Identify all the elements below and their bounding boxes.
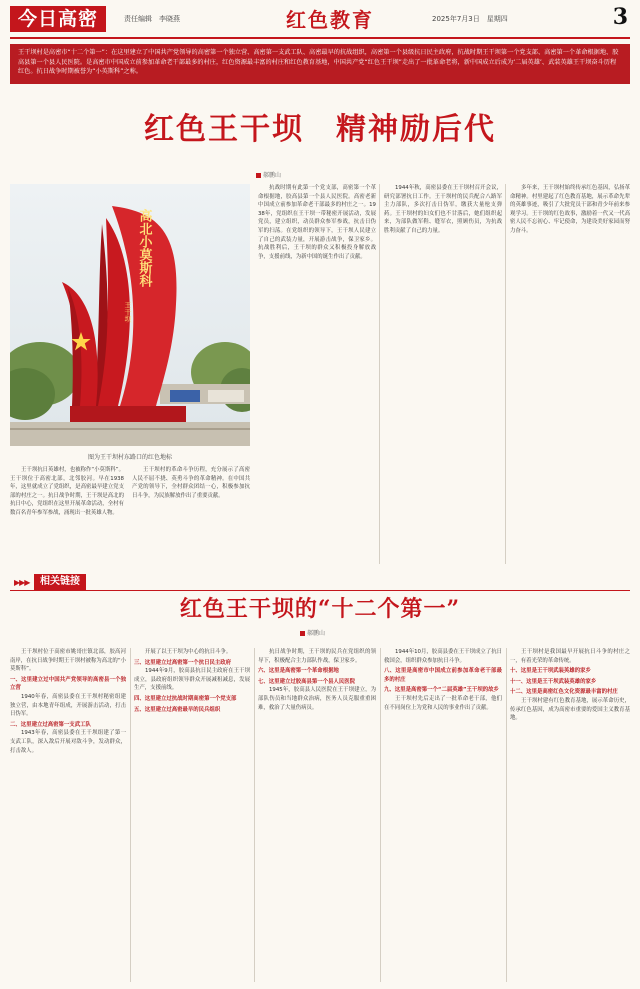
article1-column-c: 抗战时期有此第一个党支部，高密第一个革命根据地，胶高县第一个县人民医院。高密老新中国成立前参加革命老干部最多的村庄之一。1938年，党组织在王干坝一带秘密开展活动，发展党员，建立组织，动员群众参军参战，抗击日伪军的扫荡。在党组织的领导下，王干坝人民建立了自己的武装力量，开展游击战争，保卫家乡。抗战胜利后，王干坝的群众又积极投身解放战争，支援前线，为新中国的诞生作出了贡献。 <box>258 185 376 260</box>
monument-photo <box>10 184 250 446</box>
page-number: 3 <box>612 4 628 30</box>
column-divider <box>505 184 506 564</box>
photo-caption: 图为王干坝村东路口的红色地标 <box>87 454 172 461</box>
section-headline: 红色王干坝的“十二个第一” <box>179 596 461 622</box>
editor-credit: 责任编辑 李晓燕 <box>124 15 180 23</box>
column-divider <box>380 648 381 982</box>
article1-column-a: 王干坝抗日英雄村，也被称作“小莫斯科”。王干坝位于高密北部，北邻胶河。早在1938年，这里就成立了党组织，是高密最早建立党支部的村庄之一。抗日战争时期，王干坝是高北的抗日中心，党组织在这里开展革命活动，全村有数百名青年参军参战，涌现出一批英雄人物。 <box>10 467 124 516</box>
links-column-3: 抗日战争时期，王干坝的民兵在党组织的领导下，积极配合主力部队作战，保卫家乡。 六、这里是高密第一个革命根据地 七、这里建立过胶高县第一个县人民医院 1945年，胶高县人民医院在王干坝建立，为部队伤员和当地群众治病，医务人员克服重重困难，救治了大量伤病员。 <box>258 649 376 711</box>
triangle-arrows-icon: ▶▶▶ <box>14 578 30 587</box>
intro-banner: 王干坝村是高密市“十二个第一”：在这里建立了中国共产党领导的高密第一个独立营、高密第一支武工队、高密最早的抗战组织，高密第一个县级抗日民主政府，抗战时期王干坝第一个党支部、高密第一个革命根据地、胶高县第一个县人民医院。是高密市中国成立前参加革命老干部最多的村庄，红色资源最丰富的村庄和红色教育基地，中国共产党“红色王干坝”走出了一批革命老将，新中国成立后成为‘二届英雄’、武装英雄王干坝奋斗历程红色。抗日战争时期被誉为“小英斯科”之称。 <box>10 44 630 84</box>
article-byline: 郝鹏山 <box>256 170 281 179</box>
section-byline: 郝鹏山 <box>300 628 325 637</box>
header-rule <box>10 37 630 39</box>
column-divider <box>379 184 380 564</box>
monument-illustration <box>10 184 250 446</box>
byline-marker-icon <box>256 173 261 178</box>
article1-column-e: 多年来，王干坝村始终传承红色基因，弘扬革命精神。村里建起了红色教育基地，展示革命先辈的英雄事迹，吸引了大批党员干部和青少年前来参观学习。王干坝的红色故事，激励着一代又一代高密人民不忘初心、牢记使命，为建设美好家园而努力奋斗。 <box>510 185 630 234</box>
links-column-5: 王干坝村是我国最早开展抗日斗争的村庄之一，有着光荣的革命传统。 十、这里是王干坝武装英雄的家乡 十一、这里是王干坝武装英雄的家乡 十二、这里是高密红色文化资源最丰富的村庄 王干坝村建有红色教育基地，展示革命历史，传承红色基因，成为高密市重要的爱国主义教育基地。 <box>510 649 630 722</box>
links-column-4: 1944年10月，胶高县委在王干坝成立了抗日救国会，组织群众参加抗日斗争。 八、这里是高密市中国成立前参加革命老干部最多的村庄 九、这里是高密第一个“二届英雄”王干坝的故乡 王干坝村先后走出了一批革命老干部，他们在不同岗位上为党和人民的事业作出了贡献。 <box>384 649 502 711</box>
page-header <box>0 0 640 40</box>
monument-lettering: 高北小莫斯科 <box>136 209 152 287</box>
links-column-1: 王干坝村位于高密市姚哥庄镇北部，胶高河南岸，在抗日战争时期王干坝村被称为高北的“小莫斯科”。 一、这里建立过中国共产党领导的高密县一个独立营 1940年春，高密县委在王干坝村秘密组建独立营，由本地青年组成，开展游击活动，打击日伪军。 二、这里建立过高密第一支武工队 1943年春，高密县委在王干坝组建了第一支武工队，深入敌后开展对敌斗争，发动群众，打击敌人。 <box>10 649 126 754</box>
links-column-2: 开展了以王干坝为中心的抗日斗争。 三、这里建立过高密第一个抗日民主政府 1944年9月，胶高县抗日民主政府在王干坝成立，县政府组织领导群众开展减租减息，发展生产，支援前线。 四、这里建立过抗战时期高密第一个党支部 五、这里建立过高密最早的民兵组织 <box>134 649 250 713</box>
column-divider <box>254 648 255 982</box>
related-links-tag: 相关链接 <box>34 574 86 590</box>
related-links-rule <box>10 590 630 591</box>
section-title: 红色教育 <box>286 8 374 32</box>
issue-date: 2025年7月3日 星期四 <box>432 15 508 23</box>
column-divider <box>506 648 507 982</box>
related-links-bar <box>10 572 630 592</box>
monument-sublettering: 王干坝 <box>124 301 132 323</box>
article1-column-b: 王干坝村的革命斗争历程，充分展示了高密人民不屈不挠、英勇斗争的革命精神。在中国共产党的领导下，全村群众团结一心，积极参加抗日斗争，为民族解放作出了重要贡献。 <box>132 467 250 499</box>
article-headline: 红色王干坝 精神励后代 <box>144 112 496 147</box>
article1-column-d: 1944年秋，高密县委在王干坝村召开会议，研究部署抗日工作。王干坝村的民兵配合八路军主力部队，多次打击日伪军，缴获大量枪支弹药。王干坝村的妇女们也不甘落后，她们组织起来，为部队做军鞋、缝军衣，照顾伤员，为抗战胜利贡献了自己的力量。 <box>384 185 502 234</box>
masthead-logo: 今日高密 <box>10 6 106 32</box>
column-divider <box>130 648 131 982</box>
byline-marker-icon <box>300 631 305 636</box>
